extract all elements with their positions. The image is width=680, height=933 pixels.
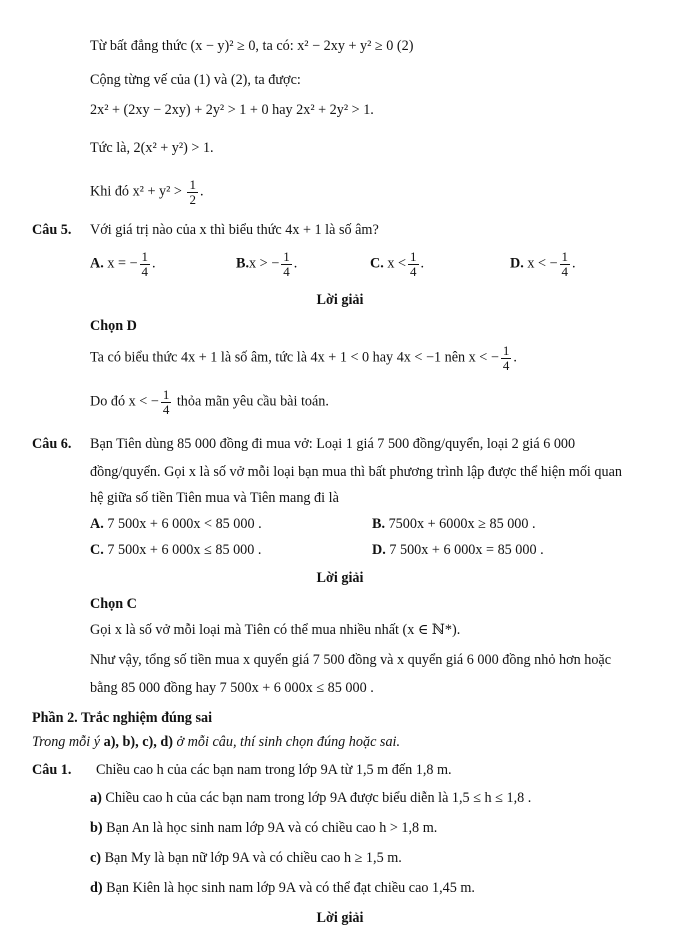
solution-title: Lời giải [316, 910, 364, 926]
solution-line: Do đó x < − $\frac{1}{4}$ thỏa mãn yêu cầu bài toán. [90, 387, 329, 417]
section-instruction: Trong mỗi ý a), b), c), d) ở mỗi câu, thí sinh chọn đúng hoặc sai. [32, 734, 401, 750]
fraction: $\frac{1}{2}$ [189, 177, 196, 207]
text-line-3: 2x² + (2xy − 2xy) + 2y² > 1 + 0 hay 2x² + 2y² > 1. [90, 102, 374, 118]
question-text: hệ giữa số tiền Tiên mua và Tiên mang đi là [90, 490, 339, 506]
question-text: Bạn Tiên dùng 85 000 đồng đi mua vở: Loại 1 giá 7 500 đồng/quyển, loại 2 giá 6 000 [90, 436, 576, 452]
statement-c: c) Bạn My là bạn nữ lớp 9A và có chiều cao h ≥ 1,5 m. [90, 850, 402, 866]
question-text: Với giá trị nào của x thì biểu thức 4x + 1 là số âm? [90, 222, 379, 238]
text-line-1: Từ bất đẳng thức (x − y)² ≥ 0, ta có: x² − 2xy + y² ≥ 0 (2) [90, 38, 414, 54]
solution-line: Như vậy, tổng số tiền mua x quyển giá 7 500 đồng và x quyển giá 6 000 đồng nhỏ hơn hoặc [90, 652, 612, 668]
solution-line: bằng 85 000 đồng hay 7 500x + 6 000x ≤ 85 000 . [90, 680, 374, 696]
option-d: D. x < − $\frac{1}{4}$ . [510, 249, 576, 279]
solution-title: Lời giải [316, 292, 364, 308]
text-line-4: Tức là, 2(x² + y²) > 1. [90, 140, 214, 156]
option-b: B.x > − $\frac{1}{4}$ . [236, 249, 298, 279]
question-number: Câu 6. [32, 436, 72, 452]
text-line-2: Cộng từng vế của (1) và (2), ta được: [90, 72, 301, 88]
option-a: A. x = − $\frac{1}{4}$ . [90, 249, 156, 279]
text-line-5: Khi đó x² + y² > $\frac{1}{2}$ . [90, 177, 204, 207]
option-d: D. 7 500x + 6 000x = 85 000 . [372, 542, 544, 558]
question-number: Câu 5. [32, 222, 72, 238]
question-text: đồng/quyển. Gọi x là số vở mỗi loại bạn mua thì bất phương trình lập được thể hiện mối quan [90, 464, 623, 480]
option-c: C. x < $\frac{1}{4}$ . [370, 249, 425, 279]
option-b: B. 7500x + 6000x ≥ 85 000 . [372, 516, 536, 532]
option-a: A. 7 500x + 6 000x < 85 000 . [90, 516, 262, 532]
option-c: C. 7 500x + 6 000x ≤ 85 000 . [90, 542, 262, 558]
statement-b: b) Bạn An là học sinh nam lớp 9A và có chiều cao h > 1,8 m. [90, 820, 438, 836]
statement-a: a) Chiều cao h của các bạn nam trong lớp 9A được biểu diễn là 1,5 ≤ h ≤ 1,8 . [90, 790, 532, 806]
answer-choice: Chọn C [90, 596, 137, 612]
question-number: Câu 1. [32, 762, 72, 778]
section-title: Phần 2. Trắc nghiệm đúng sai [32, 710, 213, 726]
question-text: Chiều cao h của các bạn nam trong lớp 9A từ 1,5 m đến 1,8 m. [96, 762, 452, 778]
solution-line: Ta có biểu thức 4x + 1 là số âm, tức là 4x + 1 < 0 hay 4x < −1 nên x < − $\frac{1}{4}$ . [90, 343, 517, 373]
solution-line: Gọi x là số vở mỗi loại mà Tiên có thể mua nhiều nhất (x ∈ ℕ*). [90, 622, 461, 638]
statement-d: d) Bạn Kiên là học sinh nam lớp 9A và có thể đạt chiều cao 1,45 m. [90, 880, 475, 896]
answer-choice: Chọn D [90, 318, 137, 334]
solution-title: Lời giải [316, 570, 364, 586]
